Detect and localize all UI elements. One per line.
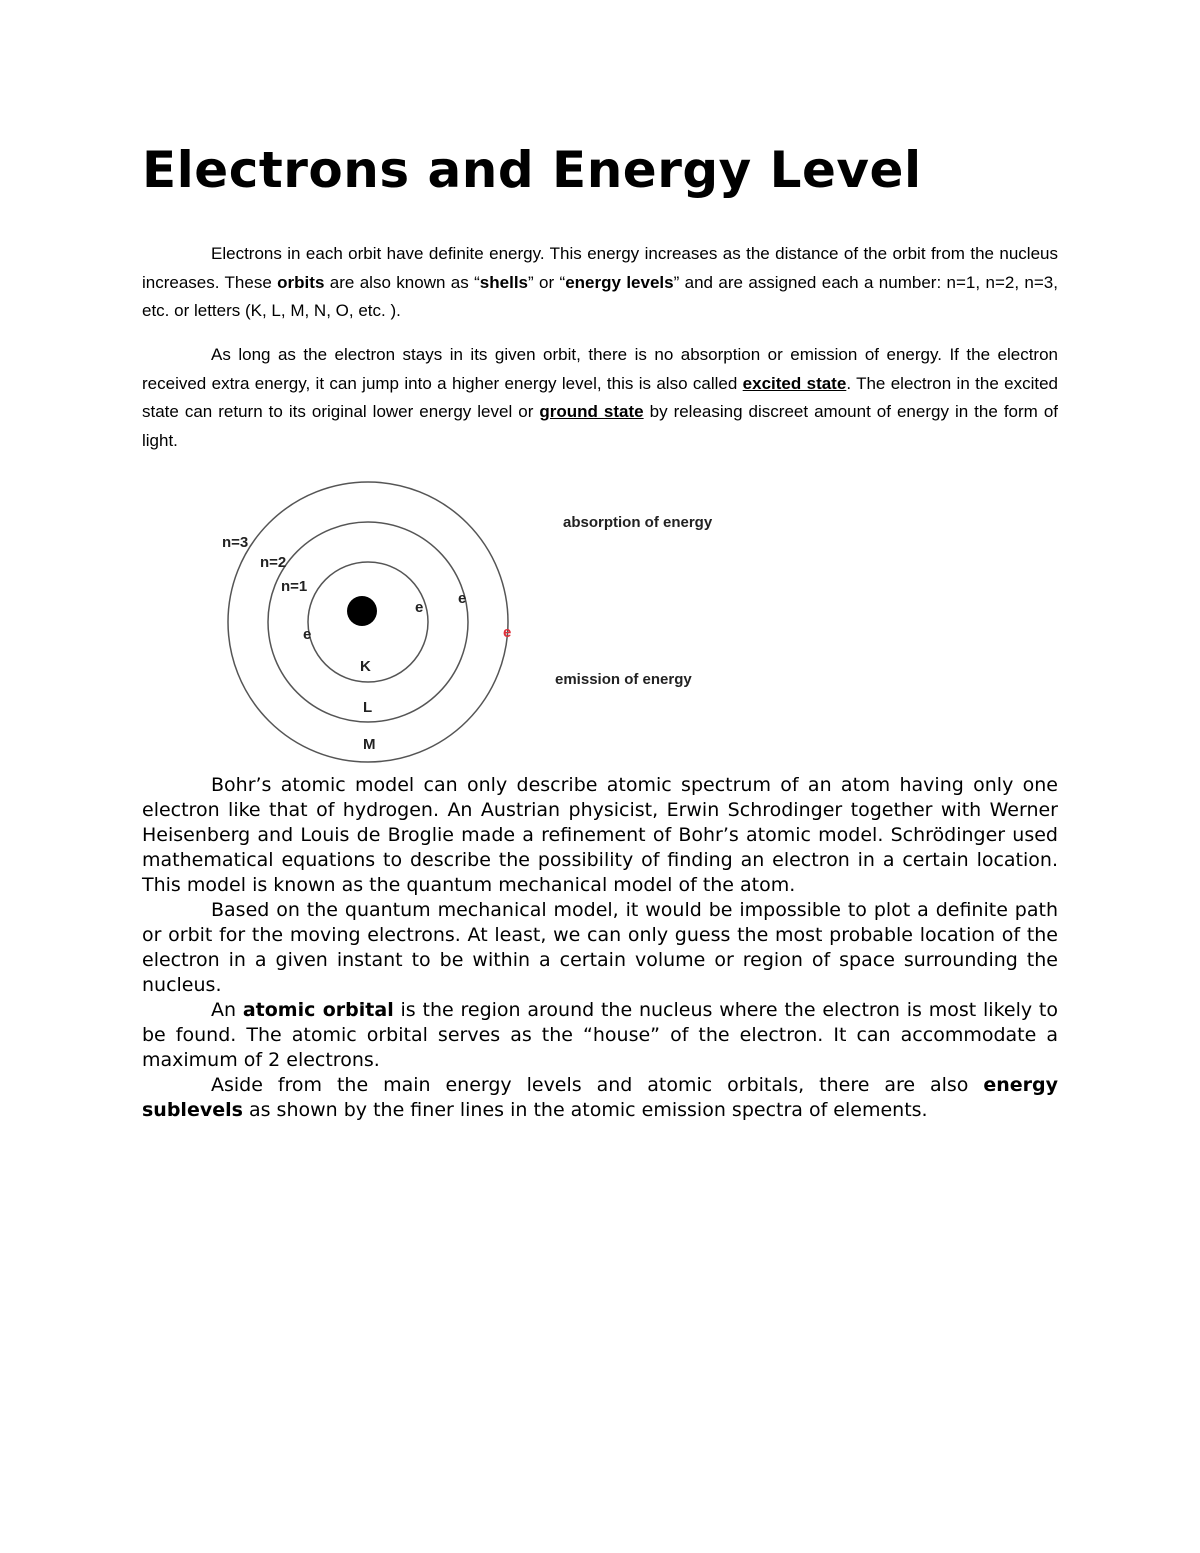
electron-excited: e (503, 624, 512, 641)
shell-letter-k: K (360, 658, 371, 675)
shell-letter-l: L (363, 699, 373, 716)
orbit-label-n1: n=1 (281, 578, 308, 595)
excited-state-term: excited state (742, 373, 847, 393)
orbit-label-n2: n=2 (260, 554, 287, 571)
absorption-label: absorption of energy (563, 514, 713, 531)
intro-text-4: ” and are assigned each a number: n=1, n=2, n=3, etc. or letters (K, L, M, N, O, etc. ). (142, 272, 1058, 321)
emission-label: emission of energy (555, 671, 692, 688)
electron-k-left: e (303, 626, 312, 643)
bohr-paragraph: Bohr’s atomic model can only describe atomic spectrum of an atom having only one electron like that of hydrogen. An Austrian physicist, Erwin Schrodinger together with Werner Heisenberg and Louis de Broglie made a refinement of Bohr’s atomic model. Schrödinger used mathematical equations to describe the possibility of finding an electron in a certain location. This model is known as the quantum mechanical model of the atom. (142, 774, 1058, 896)
energy-levels-term: energy levels (565, 272, 674, 292)
intro-text-3: ” or “ (528, 272, 566, 292)
nucleus (347, 596, 377, 626)
bohr-model-diagram (200, 480, 780, 765)
orbital-text-1: An (211, 999, 243, 1021)
orbit-label-n3: n=3 (222, 534, 249, 551)
orbits-term: orbits (277, 272, 325, 292)
sublevels-text-1: Aside from the main energy levels and atomic orbitals, there are also (211, 1074, 984, 1096)
intro-text-1: Electrons in each orbit have definite energy. This energy increases as the distance of the orbit from the nucleus increases. These (142, 244, 1058, 292)
body-text (142, 773, 1058, 1123)
quantum-paragraph: Based on the quantum mechanical model, it would be impossible to plot a definite path or orbit for the moving electrons. At least, we can only guess the most probable location of the electron in a given instant to be within a certain volume or region of space surrounding the nucleus. (142, 899, 1058, 996)
ground-state-term: ground state (539, 402, 644, 422)
sublevels-text-2: as shown by the finer lines in the atomic emission spectra of elements. (242, 1099, 928, 1121)
orbital-text-2: is the region around the nucleus where the electron is most likely to be found. The atomic orbital serves as the “house” of the electron. It can accommodate a maximum of 2 electrons. (142, 999, 1058, 1071)
shell-letter-m: M (363, 736, 376, 753)
energy-sublevels-term: energy sublevels (142, 1074, 1058, 1121)
electron-k-right: e (415, 599, 424, 616)
excitation-text-2: . The electron in the excited state can return to its original lower energy level or (142, 373, 1058, 422)
sublevels-paragraph (142, 1073, 1058, 1123)
excitation-text-3: by releasing discreet amount of energy in the form of light. (142, 402, 1058, 450)
intro-text-2: are also known as “ (324, 272, 480, 292)
electron-l: e (458, 590, 467, 607)
page-title: Electrons and Energy Level (142, 141, 922, 199)
atomic-orbital-term: atomic orbital (242, 999, 394, 1021)
orbital-paragraph (142, 998, 1058, 1073)
intro-paragraph (142, 240, 1058, 326)
bohr-model-svg (200, 480, 780, 765)
excitation-paragraph (142, 341, 1058, 455)
shells-term: shells (479, 272, 528, 292)
excitation-text-1: As long as the electron stays in its given orbit, there is no absorption or emission of energy. If the electron received extra energy, it can jump into a higher energy level, this is also called (142, 345, 1058, 393)
